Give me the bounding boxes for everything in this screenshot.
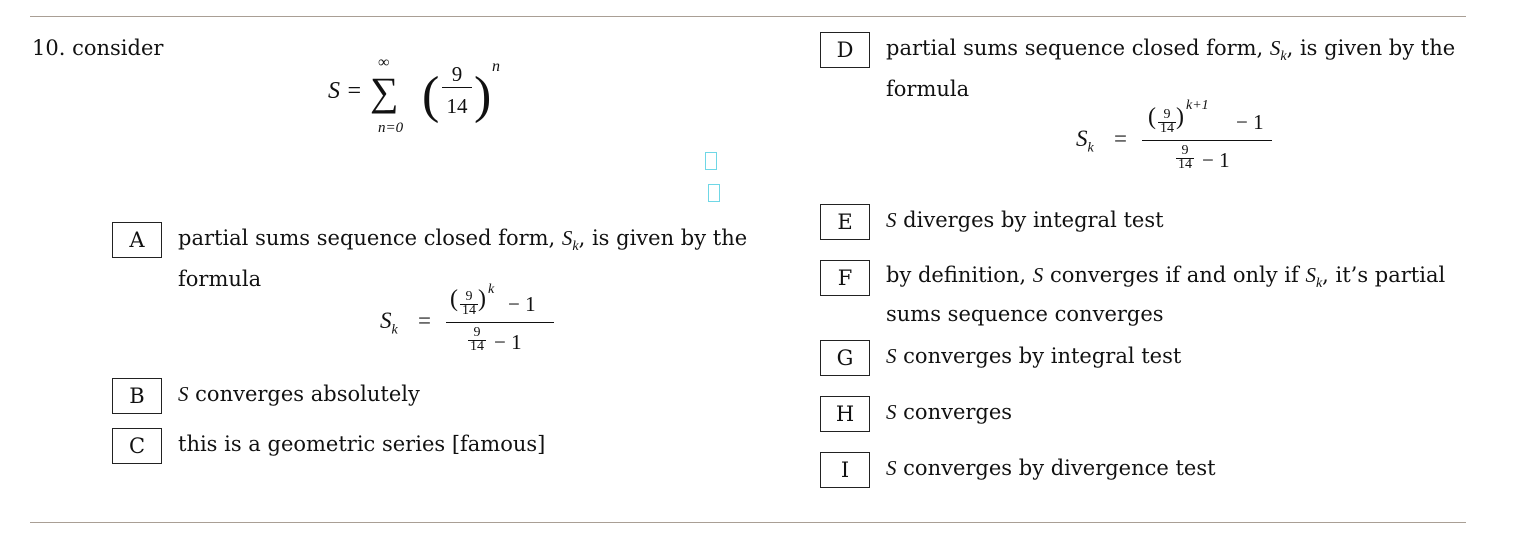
- sum-upper-limit: ∞: [378, 54, 390, 71]
- top-rule: [30, 16, 1466, 17]
- cursor-marker: [708, 184, 720, 202]
- series-ratio-den: 14: [446, 94, 468, 118]
- option-a-formula: $S_k$ = ( 9 14 ) k − 1 9 14 − 1: [380, 286, 580, 356]
- sum-sigma: ∑: [370, 69, 399, 114]
- option-i[interactable]: I S converges by divergence test: [820, 452, 1216, 488]
- option-h-letter[interactable]: H: [820, 396, 870, 432]
- option-g-letter[interactable]: G: [820, 340, 870, 376]
- question-intro: consider: [72, 36, 164, 60]
- option-d[interactable]: D partial sums sequence closed form, $S_k$, is given by the formula: [820, 32, 1455, 105]
- option-f-letter[interactable]: F: [820, 260, 870, 296]
- question-header: [32, 36, 163, 60]
- option-b-letter[interactable]: B: [112, 378, 162, 414]
- option-f[interactable]: F by definition, S converges if and only if $S_k$, it’s partial sums sequence converges: [820, 260, 1445, 329]
- option-d-letter[interactable]: D: [820, 32, 870, 68]
- series-exponent: n: [492, 58, 500, 75]
- option-e[interactable]: E S diverges by integral test: [820, 204, 1164, 240]
- series-ratio-num: 9: [442, 62, 472, 88]
- option-c-letter[interactable]: C: [112, 428, 162, 464]
- option-i-letter[interactable]: I: [820, 452, 870, 488]
- sum-lower-limit: n=0: [378, 120, 404, 136]
- option-b[interactable]: B S converges absolutely: [112, 378, 420, 414]
- option-g[interactable]: G S converges by integral test: [820, 340, 1181, 376]
- option-a-letter[interactable]: A: [112, 222, 162, 258]
- option-e-letter[interactable]: E: [820, 204, 870, 240]
- series-lhs: S =: [328, 78, 363, 104]
- cursor-marker: [705, 152, 717, 170]
- series-formula: S = ∞ ∑ n=0 ( 9 14 ) n: [328, 54, 500, 136]
- question-number: 10.: [32, 36, 66, 60]
- option-c[interactable]: C this is a geometric series [famous]: [112, 428, 545, 464]
- option-d-formula: $S_k$ = ( 9 14 ) k+1 − 1 9 14 − 1: [1076, 104, 1296, 176]
- option-h[interactable]: H S converges: [820, 396, 1012, 432]
- option-a[interactable]: A partial sums sequence closed form, $S_k$, is given by the formula: [112, 222, 747, 295]
- bottom-rule: [30, 522, 1466, 523]
